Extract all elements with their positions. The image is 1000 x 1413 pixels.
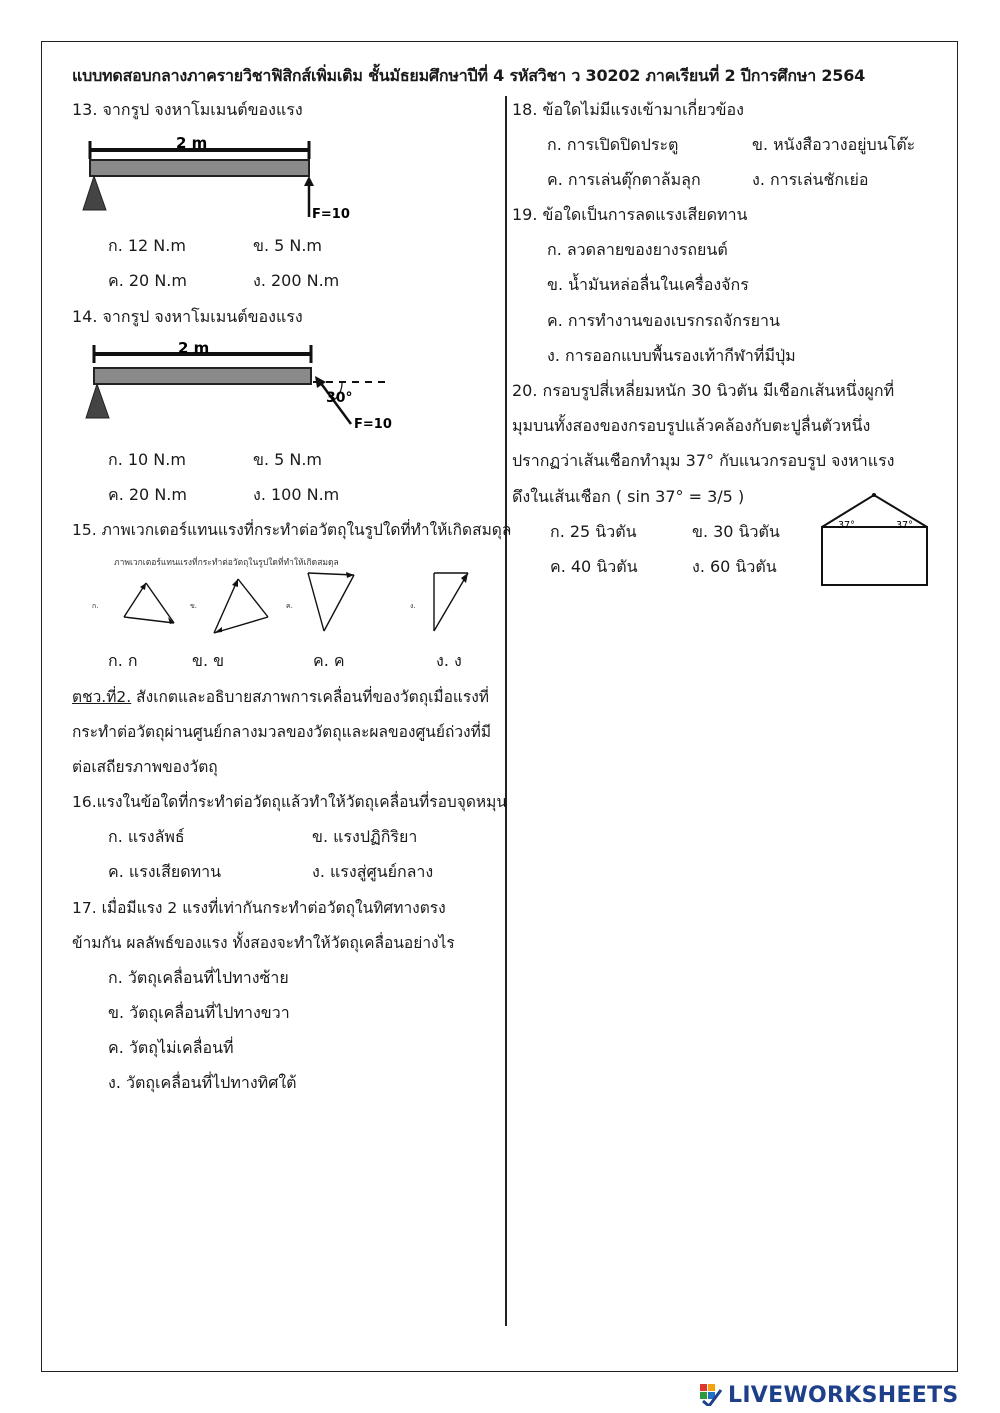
q17-choice-d[interactable]: ง. วัตถุเคลื่อนที่ไปทางทิศใต้ bbox=[108, 1073, 297, 1092]
exam-title: แบบทดสอบกลางภาครายวิชาฟิสิกส์เพิ่มเติม ชั้นมัธยมศึกษาปีที่ 4 รหัสวิชา ว 30202 ภาคเรียนที่ 2 ปีการศึกษา 2564 bbox=[72, 66, 866, 85]
q17-choice-b[interactable]: ข. วัตถุเคลื่อนที่ไปทางขวา bbox=[108, 1003, 290, 1022]
q16-choice-a[interactable]: ก. แรงลัพธ์ bbox=[108, 827, 185, 846]
q19-choice-a[interactable]: ก. ลวดลายของยางรถยนต์ bbox=[547, 240, 728, 259]
q19-choice-d[interactable]: ง. การออกแบบพื้นรองเท้ากีฬาที่มีปุ่ม bbox=[547, 346, 796, 365]
q20-question-line-2: มุมบนทั้งสองของกรอบรูปแล้วคล้องกับตะปูลื่นตัวหนึ่ง bbox=[512, 416, 871, 435]
q17-question-line-1: 17. เมื่อมีแรง 2 แรงที่เท่ากันกระทำต่อวัตถุในทิศทางตรง bbox=[72, 899, 446, 917]
q15-choice-c[interactable]: ค. ค bbox=[313, 651, 345, 670]
q17-choice-a[interactable]: ก. วัตถุเคลื่อนที่ไปทางซ้าย bbox=[108, 968, 289, 987]
q20-choice-c[interactable]: ค. 40 นิวตัน bbox=[550, 557, 638, 576]
brand-text: LIVEWORKSHEETS bbox=[728, 1382, 959, 1408]
q20-nail bbox=[872, 493, 876, 497]
column-divider bbox=[505, 96, 507, 1326]
q15-choice-d[interactable]: ง. ง bbox=[436, 651, 462, 670]
q18-choice-b[interactable]: ข. หนังสือวางอยู่บนโต๊ะ bbox=[752, 135, 916, 154]
q14-beam-figure bbox=[80, 336, 400, 436]
q17-question-line-2: ข้ามกัน ผลลัพธ์ของแรง ทั้งสองจะทำให้วัตถุเคลื่อนอย่างไร bbox=[72, 934, 455, 952]
q15-figure-label-c: ค. bbox=[286, 602, 293, 610]
q14-pivot bbox=[86, 384, 109, 418]
q20-question-line-3: ปรากฏว่าเส้นเชือกทำมุม 37° กับแนวกรอบรูป จงหาแรง bbox=[512, 451, 895, 470]
q18-choice-c[interactable]: ค. การเล่นตุ๊กตาล้มลุก bbox=[547, 170, 701, 189]
q13-choice-d[interactable]: ง. 200 N.m bbox=[253, 271, 340, 290]
q20-angle-left: 37° bbox=[838, 520, 855, 531]
q20-choice-b[interactable]: ข. 30 นิวตัน bbox=[692, 522, 780, 541]
q16-choice-b[interactable]: ข. แรงปฏิกิริยา bbox=[312, 827, 418, 846]
q16-choice-c[interactable]: ค. แรงเสียดทาน bbox=[108, 862, 222, 881]
q13-force-label: F=10 bbox=[312, 207, 350, 222]
q18-question: 18. ข้อใดไม่มีแรงเข้ามาเกี่ยวข้อง bbox=[512, 100, 744, 119]
q20-choice-d[interactable]: ง. 60 นิวตัน bbox=[692, 557, 777, 576]
q19-choice-b[interactable]: ข. น้ำมันหล่อลื่นในเครื่องจักร bbox=[547, 275, 749, 294]
q14-question: 14. จากรูป จงหาโมเมนต์ของแรง bbox=[72, 307, 303, 326]
q15-question: 15. ภาพเวกเตอร์แทนแรงที่กระทำต่อวัตถุในรูปใดที่ทำให้เกิดสมดุล bbox=[72, 521, 512, 539]
q15-triangle-d bbox=[434, 573, 468, 631]
q15-triangle-c bbox=[308, 573, 354, 631]
q13-length-label: 2 m bbox=[176, 134, 208, 152]
q18-choice-d[interactable]: ง. การเล่นชักเย่อ bbox=[752, 170, 869, 189]
q15-figure-label-b: ข. bbox=[190, 602, 198, 610]
indicator-line-3: ต่อเสถียรภาพของวัตถุ bbox=[72, 758, 218, 776]
q20-angle-right: 37° bbox=[896, 520, 913, 531]
q14-length-label: 2 m bbox=[178, 339, 210, 357]
q13-choice-b[interactable]: ข. 5 N.m bbox=[253, 236, 323, 255]
q14-choice-c[interactable]: ค. 20 N.m bbox=[108, 485, 187, 504]
q13-beam bbox=[90, 160, 309, 176]
q15-choice-a[interactable]: ก. ก bbox=[108, 651, 138, 670]
q20-question-line-1: 20. กรอบรูปสี่เหลี่ยมหนัก 30 นิวตัน มีเชือกเส้นหนึ่งผูกที่ bbox=[512, 381, 895, 400]
indicator-line-2: กระทำต่อวัตถุผ่านศูนย์กลางมวลของวัตถุและผลของศูนย์ถ่วงที่มี bbox=[72, 723, 492, 741]
q20-frame-figure bbox=[816, 490, 936, 590]
q15-figure-label-d: ง. bbox=[410, 602, 416, 610]
q16-question: 16.แรงในข้อใดที่กระทำต่อวัตถุแล้วทำให้วัตถุเคลื่อนที่รอบจุดหมุน bbox=[72, 793, 507, 811]
q13-question: 13. จากรูป จงหาโมเมนต์ของแรง bbox=[72, 100, 303, 119]
q15-triangle-a bbox=[124, 583, 174, 623]
q13-beam-figure bbox=[78, 128, 368, 224]
q15-vector-figure bbox=[88, 553, 498, 643]
indicator-label: ตชว.ที่2. bbox=[72, 688, 132, 706]
q15-figure-caption: ภาพเวกเตอร์แทนแรงที่กระทำต่อวัตถุในรูปใดที่ทำให้เกิดสมดุล bbox=[114, 558, 339, 568]
q19-choice-c[interactable]: ค. การทำงานของเบรกรถจักรยาน bbox=[547, 311, 780, 330]
q20-question-line-4: ดึงในเส้นเชือก ( sin 37° = 3/5 ) bbox=[512, 487, 745, 506]
q20-choice-a[interactable]: ก. 25 นิวตัน bbox=[550, 522, 637, 541]
q17-choice-c[interactable]: ค. วัตถุไม่เคลื่อนที่ bbox=[108, 1038, 234, 1057]
brand-logo bbox=[700, 1382, 959, 1408]
q14-beam bbox=[94, 368, 311, 384]
q13-pivot bbox=[83, 176, 106, 210]
q13-choice-c[interactable]: ค. 20 N.m bbox=[108, 271, 187, 290]
q16-choice-d[interactable]: ง. แรงสู่ศูนย์กลาง bbox=[312, 862, 434, 881]
q14-choice-b[interactable]: ข. 5 N.m bbox=[253, 450, 323, 469]
q13-choice-a[interactable]: ก. 12 N.m bbox=[108, 236, 186, 255]
liveworksheets-logo-icon bbox=[700, 1384, 722, 1406]
q15-triangle-b bbox=[214, 579, 268, 633]
q15-figure-label-a: ก. bbox=[92, 602, 99, 610]
q19-question: 19. ข้อใดเป็นการลดแรงเสียดทาน bbox=[512, 205, 748, 224]
q14-choice-a[interactable]: ก. 10 N.m bbox=[108, 450, 186, 469]
q14-force-label: F=10 bbox=[354, 417, 392, 432]
indicator-line-1: ตชว.ที่2. สังเกตและอธิบายสภาพการเคลื่อนที่ของวัตถุเมื่อแรงที่ bbox=[72, 688, 489, 706]
q15-choice-b[interactable]: ข. ข bbox=[192, 651, 225, 670]
q18-choice-a[interactable]: ก. การเปิดปิดประตู bbox=[547, 135, 679, 154]
q20-picture-frame bbox=[822, 527, 927, 585]
q14-choice-d[interactable]: ง. 100 N.m bbox=[253, 485, 340, 504]
q14-angle-label: 30° bbox=[326, 390, 353, 406]
